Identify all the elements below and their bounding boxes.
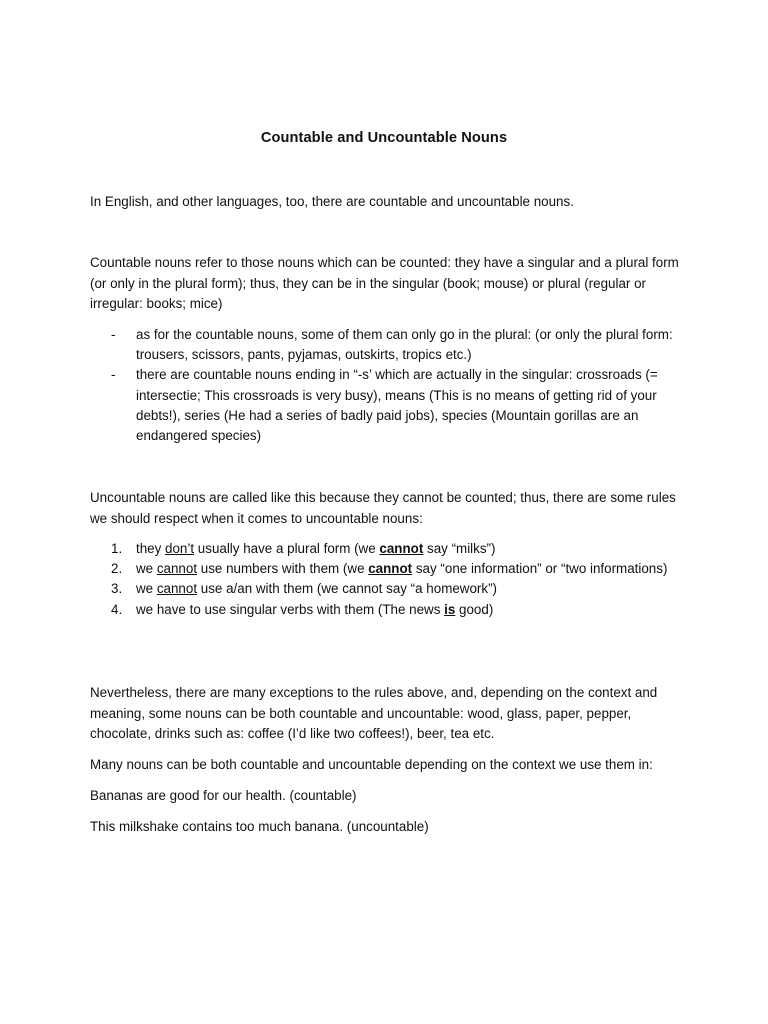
number-marker: 2.: [111, 561, 123, 577]
rule-text: usually have a plural form (we: [194, 541, 380, 556]
bullet-marker: -: [111, 367, 116, 383]
underlined-word: don’t: [165, 541, 195, 556]
exceptions-paragraph: Nevertheless, there are many exceptions to the rules above, and, depending on the context and meaning, some nouns can be both countable and uncountable: wood, glass, paper, pepper, chocolate, drinks such as: coffee (I’d like two coffees!), beer, tea etc.: [90, 685, 658, 741]
list-item: [90, 559, 690, 579]
number-marker: 4.: [111, 601, 123, 617]
bullet-text: as for the countable nouns, some of them can only go in the plural: (or only the plural form: trousers, scissors, pants, pyjamas, outskirts, tropics etc.): [136, 327, 673, 363]
countable-bullet-list: [90, 325, 690, 446]
document-title: Countable and Uncountable Nouns: [260, 130, 508, 146]
countable-paragraph: Countable nouns refer to those nouns which can be counted: they have a singular and a plural form (or only in the plural form); thus, they can be in the singular (book; mouse) or plural (regular or irregular: books; mice): [90, 255, 679, 311]
number-marker: 1.: [111, 541, 123, 556]
underlined-word: cannot: [156, 561, 198, 577]
bullet-text: there are countable nouns ending in “-s’ which are actually in the singular: crossroads (= intersectie; This crossroads is very busy), means (This is no means of getting rid of your debts!), series (He had a series of badly paid jobs), species (Mountain gorillas are an endangered species): [136, 367, 658, 444]
rule-text: say “one information” or “two informations): [412, 561, 668, 577]
both-paragraph: Many nouns can be both countable and uncountable depending on the context we use them in:: [90, 757, 653, 772]
bullet-marker: -: [111, 327, 116, 342]
rule-text: use numbers with them (we: [197, 561, 369, 577]
list-item: [90, 325, 690, 365]
rule-text: we: [136, 561, 157, 577]
underlined-word: cannot: [156, 581, 198, 597]
rule-text: use a/an with them (we cannot say “a homework”): [197, 581, 497, 597]
rule-text: they: [136, 541, 166, 556]
bold-underlined-word: is: [444, 601, 456, 617]
example-uncountable: This milkshake contains too much banana. (uncountable): [90, 819, 429, 834]
rule-text: we: [136, 581, 157, 597]
list-item: [90, 600, 690, 620]
bold-underlined-word: cannot: [379, 541, 424, 556]
rule-text: we have to use singular verbs with them (The news: [136, 601, 445, 617]
rule-text: say “milks”): [423, 541, 496, 556]
rule-text: good): [455, 601, 494, 617]
uncountable-rules-list: [90, 539, 690, 620]
number-marker: 3.: [111, 581, 123, 597]
list-item: [90, 365, 690, 446]
intro-paragraph: In English, and other languages, too, there are countable and uncountable nouns.: [90, 194, 574, 209]
example-countable: Bananas are good for our health. (countable): [90, 788, 357, 803]
list-item: [90, 579, 690, 599]
uncountable-paragraph: Uncountable nouns are called like this because they cannot be counted; thus, there are some rules we should respect when it comes to uncountable nouns:: [90, 490, 676, 526]
list-item: [90, 539, 690, 559]
bold-underlined-word: cannot: [368, 561, 413, 577]
